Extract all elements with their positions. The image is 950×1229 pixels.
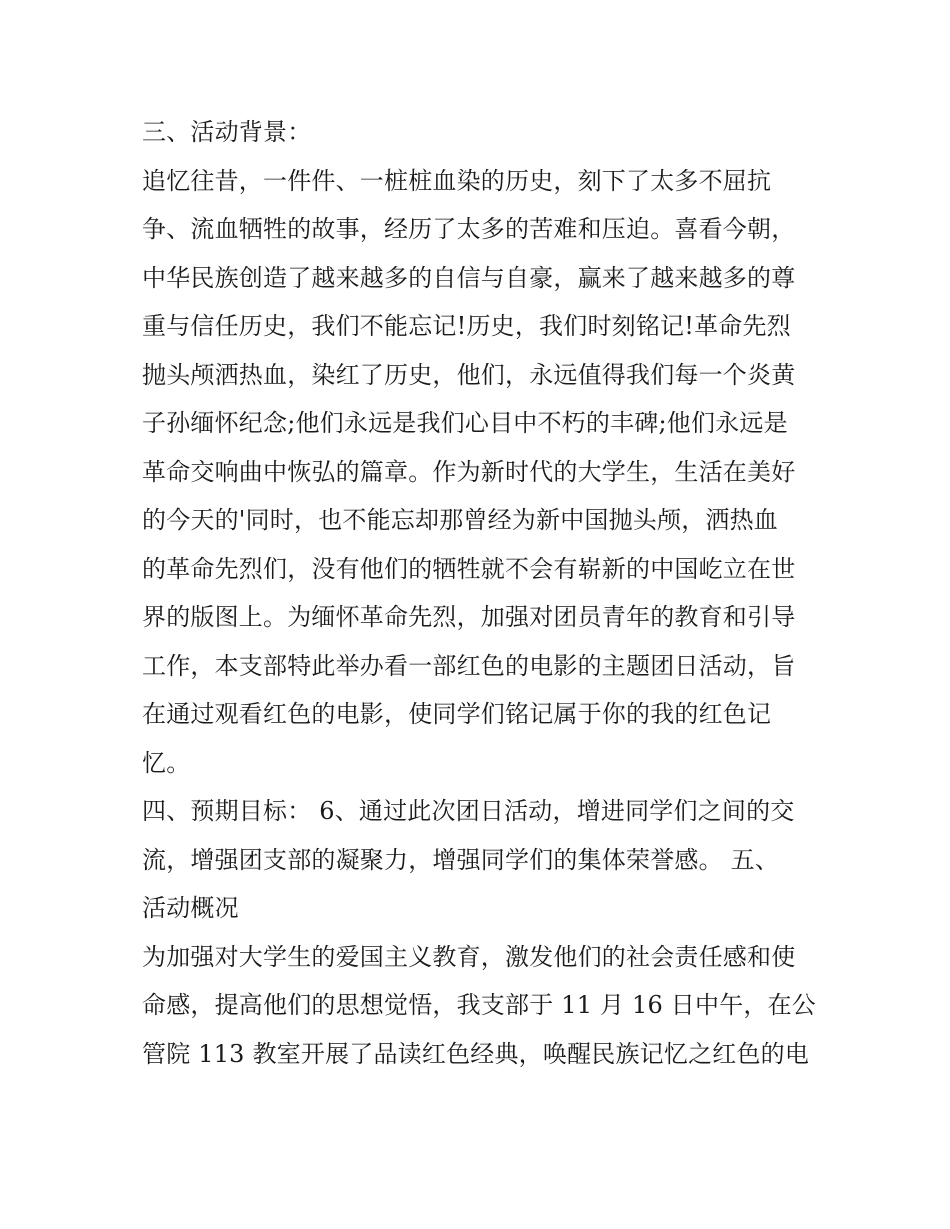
text-line: 界的版图上。为缅怀革命先烈，加强对团员青年的教育和引导 (142, 603, 796, 631)
text-line: 重与信任历史，我们不能忘记!历史，我们时刻铭记!革命先烈 (142, 312, 791, 340)
section-heading-goals: 四、预期目标： 6、通过此次团日活动，增进同学们之间的交 (142, 797, 795, 825)
text-line: 管院 113 教室开展了品读红色经典，唤醒民族记忆之红色的电 (142, 1039, 810, 1068)
section-heading-overview: 活动概况 (142, 894, 239, 922)
text-line: 忆。 (142, 748, 191, 777)
section-heading-background: 三、活动背景： (142, 118, 312, 146)
text-line: 抛头颅洒热血，染红了历史，他们，永远值得我们每一个炎黄 (142, 360, 796, 389)
text-line: 在通过观看红色的电影，使同学们铭记属于你的我的红色记 (142, 700, 772, 728)
text-line: 子孙缅怀纪念;他们永远是我们心目中不朽的丰碑;他们永远是 (142, 409, 788, 437)
document-body (142, 108, 822, 1078)
text-line: 工作，本支部特此举办看一部红色的电影的主题团日活动，旨 (142, 651, 796, 680)
text-line: 争、流血牺牲的故事，经历了太多的苦难和压迫。喜看今朝， (142, 215, 796, 243)
text-line: 的革命先烈们，没有他们的牺牲就不会有崭新的中国屹立在世 (142, 554, 796, 583)
text-line: 的今天的'同时，也不能忘却那曾经为新中国抛头颅，洒热血 (142, 506, 778, 534)
text-line: 流，增强团支部的凝聚力，增强同学们的集体荣誉感。 五、 (142, 845, 780, 874)
text-line: 命感，提高他们的思想觉悟，我支部于 11 月 16 日中午，在公 (142, 991, 816, 1019)
text-line: 革命交响曲中恢弘的篇章。作为新时代的大学生，生活在美好 (142, 457, 796, 486)
text-line: 追忆往昔，一件件、一桩桩血染的历史，刻下了太多不屈抗 (142, 166, 772, 195)
text-line: 为加强对大学生的爱国主义教育，激发他们的社会责任感和使 (142, 942, 796, 971)
text-line: 中华民族创造了越来越多的自信与自豪，赢来了越来越多的尊 (142, 263, 796, 292)
